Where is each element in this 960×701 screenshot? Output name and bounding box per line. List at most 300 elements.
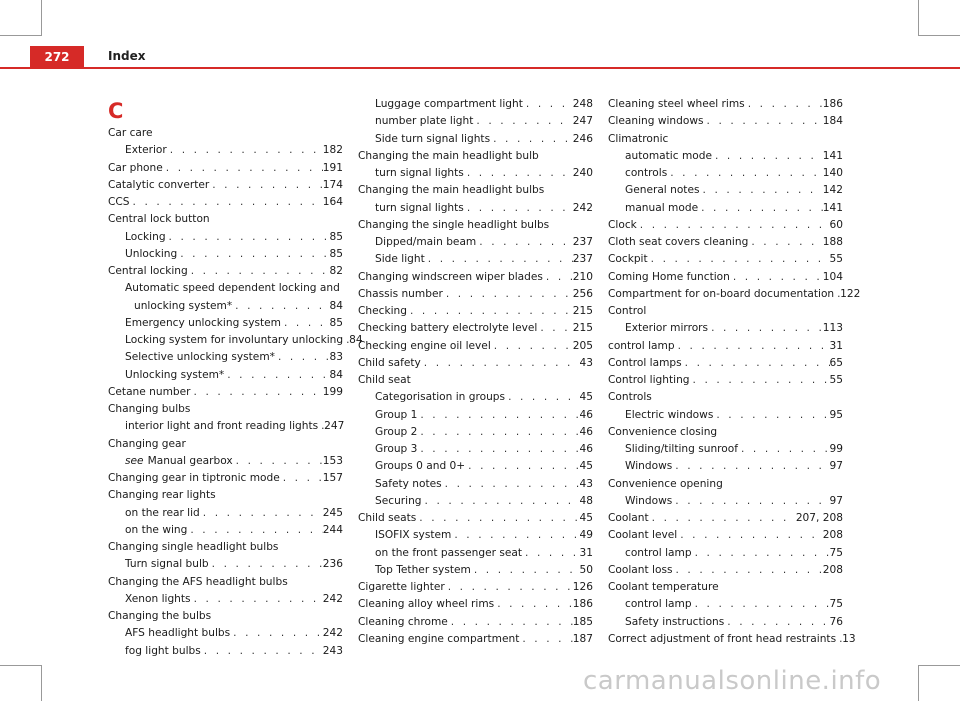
- page-reference: 75: [829, 598, 843, 611]
- dot-leader: [673, 562, 823, 579]
- index-entry: [358, 217, 593, 234]
- dot-leader: [417, 407, 579, 424]
- index-entry: [125, 280, 343, 297]
- index-entry: [608, 269, 843, 286]
- index-entry: [358, 510, 593, 527]
- crop-mark: [0, 665, 42, 666]
- index-term: Electric windows: [625, 408, 714, 421]
- dot-leader: [464, 165, 573, 182]
- index-term: turn signal lights: [375, 167, 464, 179]
- index-term: Securing: [375, 494, 422, 507]
- index-term: Group 3: [375, 443, 418, 455]
- page-reference: 185: [572, 615, 593, 628]
- index-term: Compartment for on-board documentation: [608, 287, 835, 300]
- index-entry: [608, 389, 843, 406]
- index-term: interior light and front reading lights: [125, 420, 319, 433]
- index-entry: [375, 165, 593, 182]
- page-reference: 246: [572, 132, 593, 145]
- dot-leader: [649, 510, 796, 527]
- index-entry: [375, 441, 593, 458]
- index-term: Car care: [108, 127, 153, 139]
- index-entry: [108, 574, 343, 591]
- index-entry: [608, 579, 843, 596]
- index-term: Cockpit: [608, 253, 648, 266]
- page-reference: 84: [329, 368, 343, 381]
- index-term: Climatronic: [608, 132, 669, 145]
- dot-leader: [421, 355, 580, 372]
- dot-leader: [748, 234, 822, 251]
- dot-leader: [416, 510, 579, 527]
- index-entry: [358, 614, 593, 631]
- page-reference: 97: [829, 460, 843, 473]
- index-term: turn signal lights: [375, 201, 464, 214]
- index-entry: [375, 476, 593, 493]
- index-term: Coolant loss: [608, 563, 673, 576]
- index-entry: [375, 562, 593, 579]
- index-entry: [108, 436, 343, 453]
- index-term: Emergency unlocking system: [125, 316, 281, 329]
- index-term: Cleaning chrome: [358, 615, 448, 628]
- index-term: Checking battery electrolyte level: [358, 322, 538, 335]
- index-term: Changing the single headlight bulbs: [358, 218, 550, 231]
- index-entry: [358, 338, 593, 355]
- page-reference: 164: [322, 196, 343, 208]
- dot-leader: [443, 286, 573, 303]
- index-entry: [358, 320, 593, 337]
- index-entry: [608, 562, 843, 579]
- index-term: General notes: [625, 184, 700, 197]
- page-reference: 45: [579, 512, 593, 524]
- index-entry: [375, 424, 593, 441]
- dot-leader: [230, 625, 323, 642]
- index-entry: [608, 476, 843, 493]
- dot-leader: [700, 182, 823, 199]
- page-reference: 43: [579, 356, 593, 369]
- index-entry: [125, 591, 343, 608]
- dot-leader: [445, 579, 573, 596]
- page-reference: 55: [829, 253, 843, 266]
- dot-leader: [417, 441, 579, 458]
- index-term: Child safety: [358, 356, 421, 369]
- dot-leader: [417, 424, 579, 441]
- index-entry: [375, 251, 593, 268]
- page-reference: 31: [829, 339, 843, 352]
- page-reference: 46: [579, 425, 593, 438]
- dot-leader: [232, 298, 329, 315]
- index-term: Coolant level: [608, 529, 678, 542]
- index-term: Side light: [375, 253, 425, 266]
- page-reference: 45: [579, 391, 593, 404]
- dot-leader: [491, 338, 573, 355]
- dot-leader: [233, 453, 323, 470]
- index-entry: [108, 487, 343, 504]
- page-reference: 46: [579, 443, 593, 455]
- index-term: Cigarette lighter: [358, 581, 445, 593]
- section-letter: C: [108, 99, 124, 123]
- page-title: Index: [108, 49, 146, 63]
- index-entry: [625, 545, 843, 562]
- index-term: Cleaning windows: [608, 115, 704, 128]
- dot-leader: [448, 614, 573, 631]
- dot-leader: [281, 315, 330, 332]
- index-entry: [108, 263, 343, 280]
- dot-leader: [191, 384, 323, 401]
- index-term: Child seats: [358, 512, 417, 524]
- dot-leader: [712, 148, 823, 165]
- index-term: Cloth seat covers cleaning: [608, 236, 749, 248]
- page-reference: 104: [822, 270, 843, 283]
- dot-leader: [476, 234, 573, 251]
- page-reference: 60: [829, 218, 843, 231]
- index-term: Correct adjustment of front head restraints: [608, 632, 837, 645]
- index-entry: [375, 407, 593, 424]
- dot-leader: [188, 263, 330, 280]
- index-term: unlocking system*: [134, 299, 233, 312]
- dot-leader: [163, 160, 323, 177]
- index-entry: [608, 217, 843, 234]
- index-term: fog light bulbs: [125, 644, 201, 657]
- index-entry: [608, 96, 843, 113]
- index-term: Changing the AFS headlight bulbs: [108, 575, 288, 588]
- index-term: Unlocking system*: [125, 368, 225, 381]
- page-reference: 84: [329, 299, 343, 312]
- page-reference: 122: [840, 287, 861, 300]
- index-term: Changing windscreen wiper blades: [358, 270, 543, 283]
- index-term: Xenon lights: [125, 592, 191, 605]
- index-term: Coming Home function: [608, 270, 730, 283]
- page-reference: 237: [572, 253, 593, 266]
- page-reference: 76: [829, 615, 843, 628]
- header-rule: [0, 67, 960, 69]
- dot-leader: [692, 596, 830, 613]
- index-term: Controls: [608, 391, 652, 404]
- index-term: Checking: [358, 305, 407, 317]
- page-reference: 174: [322, 178, 343, 191]
- index-entry: [375, 200, 593, 217]
- index-entry: [375, 96, 593, 113]
- page-reference: 187: [572, 632, 593, 645]
- index-entry: [108, 539, 343, 556]
- page-reference: 256: [572, 287, 593, 300]
- page-reference: 140: [822, 167, 843, 179]
- page-reference: 84: [349, 334, 363, 346]
- page-reference: 242: [572, 201, 593, 214]
- index-term: see Manual gearbox: [125, 454, 233, 467]
- index-entry: [375, 527, 593, 544]
- dot-leader: [672, 493, 829, 510]
- crop-mark: [918, 35, 960, 36]
- index-term: Changing gear: [108, 437, 186, 450]
- index-term: Exterior mirrors: [625, 322, 709, 335]
- index-entry: [375, 113, 593, 130]
- dot-leader: [422, 493, 580, 510]
- dot-leader: [200, 505, 323, 522]
- index-term: Selective unlocking system*: [125, 351, 275, 364]
- page-reference: 65: [829, 356, 843, 369]
- index-term: Central lock button: [108, 213, 210, 226]
- dot-leader: [490, 131, 573, 148]
- index-entry: [358, 596, 593, 613]
- dot-leader: [675, 338, 830, 355]
- index-entry: [608, 372, 843, 389]
- index-term: automatic mode: [625, 149, 712, 162]
- index-term: Cleaning alloy wheel rims: [358, 598, 495, 611]
- dot-leader: [738, 441, 830, 458]
- index-term: Groups 0 and 0+: [375, 460, 466, 473]
- index-term: Luggage compartment light: [375, 98, 523, 110]
- page-reference: 244: [322, 523, 343, 536]
- page-reference: 82: [329, 265, 343, 277]
- dot-leader: [209, 556, 323, 573]
- index-term: control lamp: [625, 546, 692, 559]
- page-reference: 75: [829, 546, 843, 559]
- page-reference: 240: [572, 167, 593, 179]
- dot-leader: [672, 458, 829, 475]
- page-reference: 13: [842, 632, 856, 645]
- index-term: Cleaning engine compartment: [358, 632, 520, 645]
- index-entry: [125, 332, 363, 349]
- index-entry: [625, 165, 843, 182]
- page-reference: 237: [572, 236, 593, 248]
- page-reference: 142: [822, 184, 843, 197]
- dot-leader: [177, 246, 329, 263]
- index-term: Changing the main headlight bulbs: [358, 184, 545, 197]
- dot-leader: [692, 545, 830, 562]
- index-term: on the front passenger seat: [375, 546, 523, 559]
- index-entry: [125, 453, 343, 470]
- index-entry: [375, 131, 593, 148]
- page-reference: 126: [572, 581, 593, 593]
- dot-leader: [745, 96, 823, 113]
- dot-leader: [167, 142, 323, 159]
- dot-leader: [280, 470, 323, 487]
- page-reference: 141: [822, 149, 843, 162]
- dot-leader: [690, 372, 830, 389]
- page-reference: 113: [822, 322, 843, 335]
- crop-mark: [918, 665, 919, 701]
- index-term: Changing gear in tiptronic mode: [108, 472, 280, 484]
- index-entry: [625, 407, 843, 424]
- index-term: CCS: [108, 196, 130, 208]
- dot-leader: [537, 320, 572, 337]
- index-term: Categorisation in groups: [375, 391, 506, 404]
- index-entry: [608, 424, 843, 441]
- index-term: Turn signal bulb: [125, 558, 209, 571]
- dot-leader: [708, 320, 823, 337]
- page-reference: 242: [322, 627, 343, 640]
- crop-mark: [41, 665, 42, 701]
- page-reference: 153: [322, 454, 343, 467]
- index-term: on the wing: [125, 523, 188, 536]
- index-entry: [358, 269, 593, 286]
- index-term: Group 2: [375, 425, 418, 438]
- dot-leader: [682, 355, 830, 372]
- index-term: Top Tether system: [375, 563, 471, 576]
- index-term: Automatic speed dependent locking and: [125, 282, 340, 295]
- index-entry: [608, 527, 843, 544]
- page-reference: 95: [829, 408, 843, 421]
- index-entry: [125, 505, 343, 522]
- dot-leader: [543, 269, 573, 286]
- page-reference: 49: [579, 529, 593, 542]
- index-term: Changing rear lights: [108, 489, 216, 502]
- index-term: Group 1: [375, 408, 418, 421]
- index-entry: [125, 315, 343, 332]
- page-reference: 215: [572, 305, 593, 317]
- index-entry: [125, 367, 343, 384]
- crop-mark: [41, 0, 42, 36]
- index-term: Sliding/tilting sunroof: [625, 443, 738, 455]
- index-term: manual mode: [625, 201, 699, 214]
- page-reference: 236: [322, 558, 343, 571]
- dot-leader: [224, 367, 329, 384]
- index-term: Windows: [625, 460, 673, 473]
- index-entry: [108, 194, 343, 211]
- index-entry: [358, 286, 593, 303]
- index-term: Coolant temperature: [608, 581, 719, 593]
- dot-leader: [471, 562, 580, 579]
- index-entry: [125, 556, 343, 573]
- index-term: Car phone: [108, 161, 163, 174]
- crop-mark: [0, 35, 42, 36]
- index-term: Convenience opening: [608, 477, 723, 490]
- dot-leader: [724, 614, 829, 631]
- page-reference: 45: [579, 460, 593, 473]
- page-reference: 48: [579, 494, 593, 507]
- crop-mark: [918, 0, 919, 36]
- dot-leader: [209, 177, 323, 194]
- index-term: control lamp: [625, 598, 692, 611]
- page-reference: 83: [329, 351, 343, 364]
- page-reference: 208: [822, 563, 843, 576]
- index-term: Chassis number: [358, 287, 443, 300]
- index-term: Coolant: [608, 512, 649, 524]
- index-entry: [125, 246, 343, 263]
- index-entry: [608, 355, 843, 372]
- page-number: 272: [30, 46, 84, 68]
- dot-leader: [677, 527, 823, 544]
- dot-leader: [407, 303, 573, 320]
- index-entry: [375, 493, 593, 510]
- index-entry: [358, 303, 593, 320]
- index-term: control lamp: [608, 339, 675, 352]
- index-entry: [108, 160, 343, 177]
- index-entry: [358, 148, 593, 165]
- index-term: Changing the main headlight bulb: [358, 149, 539, 162]
- index-term: Catalytic converter: [108, 178, 210, 191]
- index-term: Child seat: [358, 374, 411, 386]
- index-term: Control lighting: [608, 374, 690, 386]
- dot-leader: [704, 113, 823, 130]
- index-entry: [125, 142, 343, 159]
- index-entry: [625, 200, 843, 217]
- index-entry: [125, 625, 343, 642]
- index-term: Cetane number: [108, 385, 191, 398]
- index-entry: [125, 229, 343, 246]
- page-reference: 243: [322, 644, 343, 657]
- dot-leader: [451, 527, 579, 544]
- dot-leader: [130, 194, 323, 211]
- index-term: AFS headlight bulbs: [125, 627, 231, 640]
- index-entry: [625, 182, 843, 199]
- index-entry: [125, 522, 343, 539]
- dot-leader: [166, 229, 330, 246]
- dot-leader: [201, 643, 323, 660]
- page-reference: 141: [822, 201, 843, 214]
- index-entry: [608, 631, 856, 648]
- page-reference: 215: [572, 322, 593, 335]
- dot-leader: [522, 545, 579, 562]
- index-term: Central locking: [108, 265, 188, 277]
- index-term: Safety notes: [375, 477, 442, 490]
- index-term: controls: [625, 167, 668, 179]
- index-term: Cleaning steel wheel rims: [608, 98, 745, 110]
- index-entry: [125, 643, 343, 660]
- index-entry: [375, 234, 593, 251]
- index-term: Checking engine oil level: [358, 339, 491, 352]
- page-reference: 182: [322, 144, 343, 157]
- index-entry: [608, 113, 843, 130]
- dot-leader: [698, 200, 823, 217]
- page-reference: 85: [329, 247, 343, 260]
- index-entry: [375, 545, 593, 562]
- index-entry: [358, 579, 593, 596]
- index-entry: [608, 286, 861, 303]
- page-reference: 43: [579, 477, 593, 490]
- dot-leader: [465, 458, 579, 475]
- index-term: Convenience closing: [608, 425, 718, 438]
- index-term: Locking system for involuntary unlocking: [125, 334, 344, 346]
- index-entry: [358, 631, 593, 648]
- index-entry: [125, 418, 343, 435]
- page-reference: 186: [572, 598, 593, 611]
- index-term: Safety instructions: [625, 615, 725, 628]
- dot-leader: [648, 251, 830, 268]
- index-entry: [108, 470, 343, 487]
- page-reference: 31: [579, 546, 593, 559]
- page-reference: 242: [322, 592, 343, 605]
- dot-leader: [473, 113, 572, 130]
- see-reference: see: [125, 454, 144, 467]
- dot-leader: [730, 269, 823, 286]
- index-entry: [608, 510, 843, 527]
- page-reference: 245: [322, 506, 343, 519]
- index-term: number plate light: [375, 115, 474, 128]
- index-entry: [625, 458, 843, 475]
- page-reference: 207, 208: [795, 512, 843, 524]
- index-entry: [108, 384, 343, 401]
- index-entry: [358, 372, 593, 389]
- index-term: Side turn signal lights: [375, 132, 491, 145]
- index-entry: [625, 441, 843, 458]
- index-entry: [608, 234, 843, 251]
- index-entry: [375, 458, 593, 475]
- page-reference: 55: [829, 374, 843, 386]
- index-entry: [108, 401, 343, 418]
- page-reference: 186: [822, 98, 843, 110]
- index-entry: [608, 251, 843, 268]
- page-reference: 97: [829, 494, 843, 507]
- index-entry: [625, 148, 843, 165]
- page-reference: 191: [322, 161, 343, 174]
- page-reference: 50: [579, 563, 593, 576]
- dot-leader: [505, 389, 579, 406]
- index-term: Locking: [125, 230, 166, 243]
- dot-leader: [425, 251, 573, 268]
- page-reference: 188: [822, 236, 843, 248]
- dot-leader: [519, 631, 572, 648]
- index-term: Exterior: [125, 144, 167, 157]
